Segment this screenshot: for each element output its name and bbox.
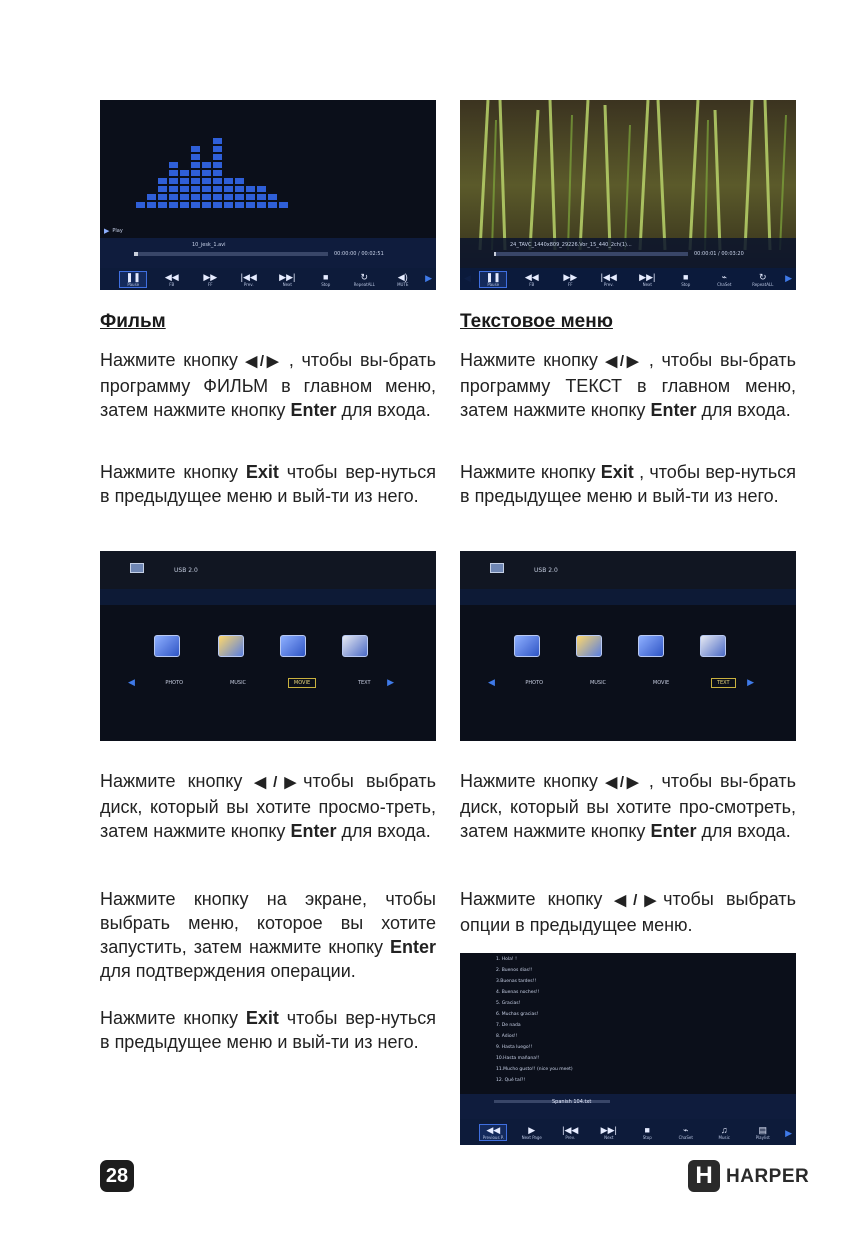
text-line: 8. Adios!! xyxy=(496,1034,518,1039)
equalizer-block xyxy=(191,202,200,208)
equalizer-block xyxy=(169,170,178,176)
equalizer-block xyxy=(191,178,200,184)
equalizer-block xyxy=(257,186,266,192)
equalizer-block xyxy=(268,202,277,208)
control-mute[interactable]: ◀) MUTE xyxy=(397,271,409,287)
text-paragraph-3: Нажмите кнопку ◀/▶ , чтобы вы-брать диск, который вы хотите про-смотреть, затем нажмите кнопку Enter для входа. xyxy=(460,771,797,841)
file-name: 10_jesk_1.avi xyxy=(192,242,226,248)
control-repeat[interactable]: ↻ RepeatALL xyxy=(752,271,774,287)
menu-right-arrow[interactable]: ▶ xyxy=(387,677,394,687)
equalizer-block xyxy=(202,162,211,168)
text-paragraph-4: Нажмите кнопку ◀/▶чтобы выбрать опции в предыдущее меню. xyxy=(460,889,796,935)
left-right-arrows-icon: ◀/▶ xyxy=(254,774,304,791)
text-line: 11.Mucho gusto!! (nice you meet) xyxy=(496,1067,573,1072)
control-prev[interactable]: |◀◀ Prev. xyxy=(240,271,257,287)
music-icon[interactable] xyxy=(576,635,602,657)
control-next[interactable]: ▶▶| Next xyxy=(600,1124,617,1140)
music-icon[interactable] xyxy=(218,635,244,657)
equalizer-block xyxy=(147,202,156,208)
control-prev[interactable]: |◀◀ Prev. xyxy=(562,1124,579,1140)
control-stop[interactable]: ■ Stop xyxy=(321,271,331,287)
menu-photo[interactable]: PHOTO xyxy=(165,680,184,686)
equalizer-block xyxy=(158,178,167,184)
control-prev[interactable]: |◀◀ Prev. xyxy=(600,271,617,287)
equalizer-block xyxy=(169,178,178,184)
control-previous-page[interactable]: ◀◀ Previous P. xyxy=(480,1125,506,1140)
text-line: 9. Hasta luego!! xyxy=(496,1045,533,1050)
scroll-right-arrow[interactable]: ▶ xyxy=(425,273,432,283)
equalizer-block xyxy=(191,194,200,200)
progress-bar[interactable] xyxy=(134,252,328,256)
equalizer-block xyxy=(202,178,211,184)
equalizer-block xyxy=(213,178,222,184)
photo-camera-icon[interactable] xyxy=(154,635,180,657)
equalizer-block xyxy=(202,170,211,176)
equalizer-block xyxy=(235,202,244,208)
text-line: 12. Qué tal?! xyxy=(496,1078,526,1083)
equalizer-block xyxy=(191,162,200,168)
equalizer-block xyxy=(224,186,233,192)
equalizer-block xyxy=(180,186,189,192)
text-document-icon[interactable] xyxy=(700,635,726,657)
left-right-arrows-icon: ◀/▶ xyxy=(614,892,664,909)
equalizer-block xyxy=(213,138,222,144)
equalizer-block xyxy=(180,202,189,208)
control-fb[interactable]: ◀◀ FB xyxy=(524,271,539,287)
file-name: 24_TAVC_1440x809_29226.Vor_15_440_2ch(1)... xyxy=(510,242,632,248)
equalizer-block xyxy=(136,202,145,208)
control-chaset[interactable]: ⌁ ChaSet xyxy=(717,271,732,287)
film-paragraph-3: Нажмите кнопку ◀/▶чтобы выбрать диск, который вы хотите просмо-треть, затем нажмите кнопку Enter для входа. xyxy=(100,771,436,841)
play-status xyxy=(104,227,123,235)
usb-drive-icon xyxy=(130,563,144,573)
control-stop[interactable]: ■ Stop xyxy=(642,1124,652,1140)
scroll-right-arrow[interactable]: ▶ xyxy=(785,273,792,283)
left-right-arrows-icon: ◀/▶ xyxy=(605,774,642,791)
equalizer-block xyxy=(180,170,189,176)
text-player-screenshot xyxy=(460,100,796,290)
text-line: 5. Gracias! xyxy=(496,1001,521,1006)
equalizer-block xyxy=(268,194,277,200)
progress-fill xyxy=(494,252,496,256)
menu-movie[interactable]: MOVIE xyxy=(288,678,316,688)
control-next[interactable]: ▶▶| Next xyxy=(639,271,656,287)
control-ff[interactable]: ▶▶ FF xyxy=(203,271,218,287)
control-pause[interactable]: ❚❚ Pause xyxy=(120,272,146,287)
equalizer-block xyxy=(235,194,244,200)
text-line: 1. Hola! ! xyxy=(496,957,517,962)
equalizer-block xyxy=(213,186,222,192)
control-strip xyxy=(460,1119,796,1145)
text-document-icon[interactable] xyxy=(342,635,368,657)
film-paragraph-2: Нажмите кнопку Exit чтобы вер-нуться в предыдущее меню и вый-ти из него. xyxy=(100,462,436,506)
equalizer-block xyxy=(213,154,222,160)
equalizer-block xyxy=(202,202,211,208)
text-line: 7. De nada xyxy=(496,1023,521,1028)
control-strip xyxy=(460,268,796,290)
equalizer-block xyxy=(246,186,255,192)
media-menu xyxy=(502,678,754,688)
equalizer-block xyxy=(213,162,222,168)
equalizer-block xyxy=(158,194,167,200)
menu-text[interactable]: TEXT xyxy=(357,680,371,686)
control-repeat[interactable]: ↻ RepeatALL xyxy=(353,271,375,287)
menu-right-arrow[interactable]: ▶ xyxy=(747,677,754,687)
equalizer-block xyxy=(213,170,222,176)
usb-title: USB 2.0 xyxy=(534,567,558,574)
equalizer-block xyxy=(224,194,233,200)
brand-name: HARPER xyxy=(726,1166,810,1187)
equalizer-block xyxy=(158,186,167,192)
page-number: 28 xyxy=(100,1160,134,1192)
photo-camera-icon[interactable] xyxy=(514,635,540,657)
film-heading: Фильм xyxy=(100,311,166,332)
equalizer-block xyxy=(191,170,200,176)
play-icon: ▶ xyxy=(104,228,110,235)
movie-clapper-icon[interactable] xyxy=(638,635,664,657)
usb-title: USB 2.0 xyxy=(174,567,198,574)
film-paragraph-5: Нажмите кнопку Exit чтобы вер-нуться в предыдущее меню и вый-ти из него. xyxy=(100,1008,436,1052)
equalizer-block xyxy=(246,202,255,208)
equalizer-block xyxy=(169,186,178,192)
equalizer-block xyxy=(257,194,266,200)
control-playlist[interactable]: ▤ Playlist xyxy=(755,1124,770,1140)
control-stop[interactable]: ■ Stop xyxy=(681,271,691,287)
movie-player-screenshot xyxy=(100,100,436,290)
scroll-right-arrow[interactable]: ▶ xyxy=(785,1128,792,1138)
equalizer-block xyxy=(246,194,255,200)
play-status-label: Play xyxy=(112,228,123,234)
menu-left-arrow[interactable]: ◀ xyxy=(488,677,495,687)
control-next-page[interactable]: ▶ Next Page xyxy=(521,1124,542,1140)
time-readout: 00:00:01 / 00:03:20 xyxy=(694,251,744,257)
text-line: 6. Muchas gracias! xyxy=(496,1012,539,1017)
equalizer-block xyxy=(257,202,266,208)
equalizer-block xyxy=(235,186,244,192)
text-line: 4. Buenas noches!! xyxy=(496,990,540,995)
equalizer-block xyxy=(191,146,200,152)
equalizer-block xyxy=(169,194,178,200)
usb-menu-text-screenshot xyxy=(460,551,796,741)
progress-bar[interactable] xyxy=(494,252,688,256)
text-paragraph-2: Нажмите кнопку Exit , чтобы вер-нуться в предыдущее меню и вый-ти из него. xyxy=(460,462,797,506)
equalizer-block xyxy=(235,178,244,184)
control-strip xyxy=(100,268,436,290)
menu-text[interactable]: TEXT xyxy=(711,678,736,688)
equalizer-block xyxy=(279,202,288,208)
text-reader-screenshot xyxy=(460,953,796,1145)
control-ff[interactable]: ▶▶ FF xyxy=(563,271,578,287)
usb-menu-movie-screenshot xyxy=(100,551,436,741)
harper-logo-icon: H xyxy=(688,1160,720,1192)
control-pause[interactable]: ❚❚ Pause xyxy=(480,272,506,287)
menu-music[interactable]: MUSIC xyxy=(229,680,247,686)
equalizer-block xyxy=(213,146,222,152)
usb-drive-icon xyxy=(490,563,504,573)
film-paragraph-1: Нажмите кнопку ◀/▶ , чтобы вы-брать программу ФИЛЬМ в главном меню, затем нажмите кнопку Enter для входа. xyxy=(100,350,437,420)
equalizer-block xyxy=(224,178,233,184)
control-next[interactable]: ▶▶| Next xyxy=(279,271,296,287)
equalizer-block xyxy=(224,202,233,208)
media-menu xyxy=(142,678,394,688)
equalizer-visual xyxy=(100,100,436,220)
equalizer-block xyxy=(180,194,189,200)
text-line: 10.Hasta mañana!! xyxy=(496,1056,540,1061)
equalizer-block xyxy=(147,194,156,200)
equalizer-block xyxy=(202,194,211,200)
left-right-arrows-icon: ◀/▶ xyxy=(605,353,642,370)
menu-movie[interactable]: MOVIE xyxy=(652,680,670,686)
equalizer-block xyxy=(202,186,211,192)
control-fb[interactable]: ◀◀ FB xyxy=(164,271,179,287)
progress-fill xyxy=(134,252,138,256)
equalizer-block xyxy=(191,186,200,192)
page-info: Spanish 104.txt xyxy=(552,1099,592,1105)
text-line: 2. Buenos dias!! xyxy=(496,968,533,973)
film-paragraph-4: Нажмите кнопку на экране, чтобы выбрать меню, которое вы хотите запустить, затем нажмите кнопку Enter для подтверждения операции. xyxy=(100,889,436,981)
equalizer-block xyxy=(213,194,222,200)
movie-clapper-icon[interactable] xyxy=(280,635,306,657)
equalizer-block xyxy=(180,178,189,184)
menu-music[interactable]: MUSIC xyxy=(589,680,607,686)
grass-image xyxy=(460,100,796,250)
equalizer-block xyxy=(158,202,167,208)
left-right-arrows-icon: ◀/▶ xyxy=(245,353,282,370)
equalizer-block xyxy=(191,154,200,160)
equalizer-block xyxy=(169,202,178,208)
control-chaset[interactable]: ⌁ ChaSet xyxy=(678,1124,693,1140)
menu-photo[interactable]: PHOTO xyxy=(525,680,544,686)
equalizer-block xyxy=(169,162,178,168)
equalizer-block xyxy=(213,202,222,208)
control-music[interactable]: ♫ Music xyxy=(718,1124,730,1140)
text-line: 3.Buenas tardes!! xyxy=(496,979,537,984)
menu-left-arrow[interactable]: ◀ xyxy=(128,677,135,687)
time-readout: 00:00:00 / 00:02:51 xyxy=(334,251,384,257)
text-paragraph-1: Нажмите кнопку ◀/▶ , чтобы вы-брать программу ТЕКСТ в главном меню, затем нажмите кнопку Enter для входа. xyxy=(460,350,797,420)
text-menu-heading: Текстовое меню xyxy=(460,311,613,332)
